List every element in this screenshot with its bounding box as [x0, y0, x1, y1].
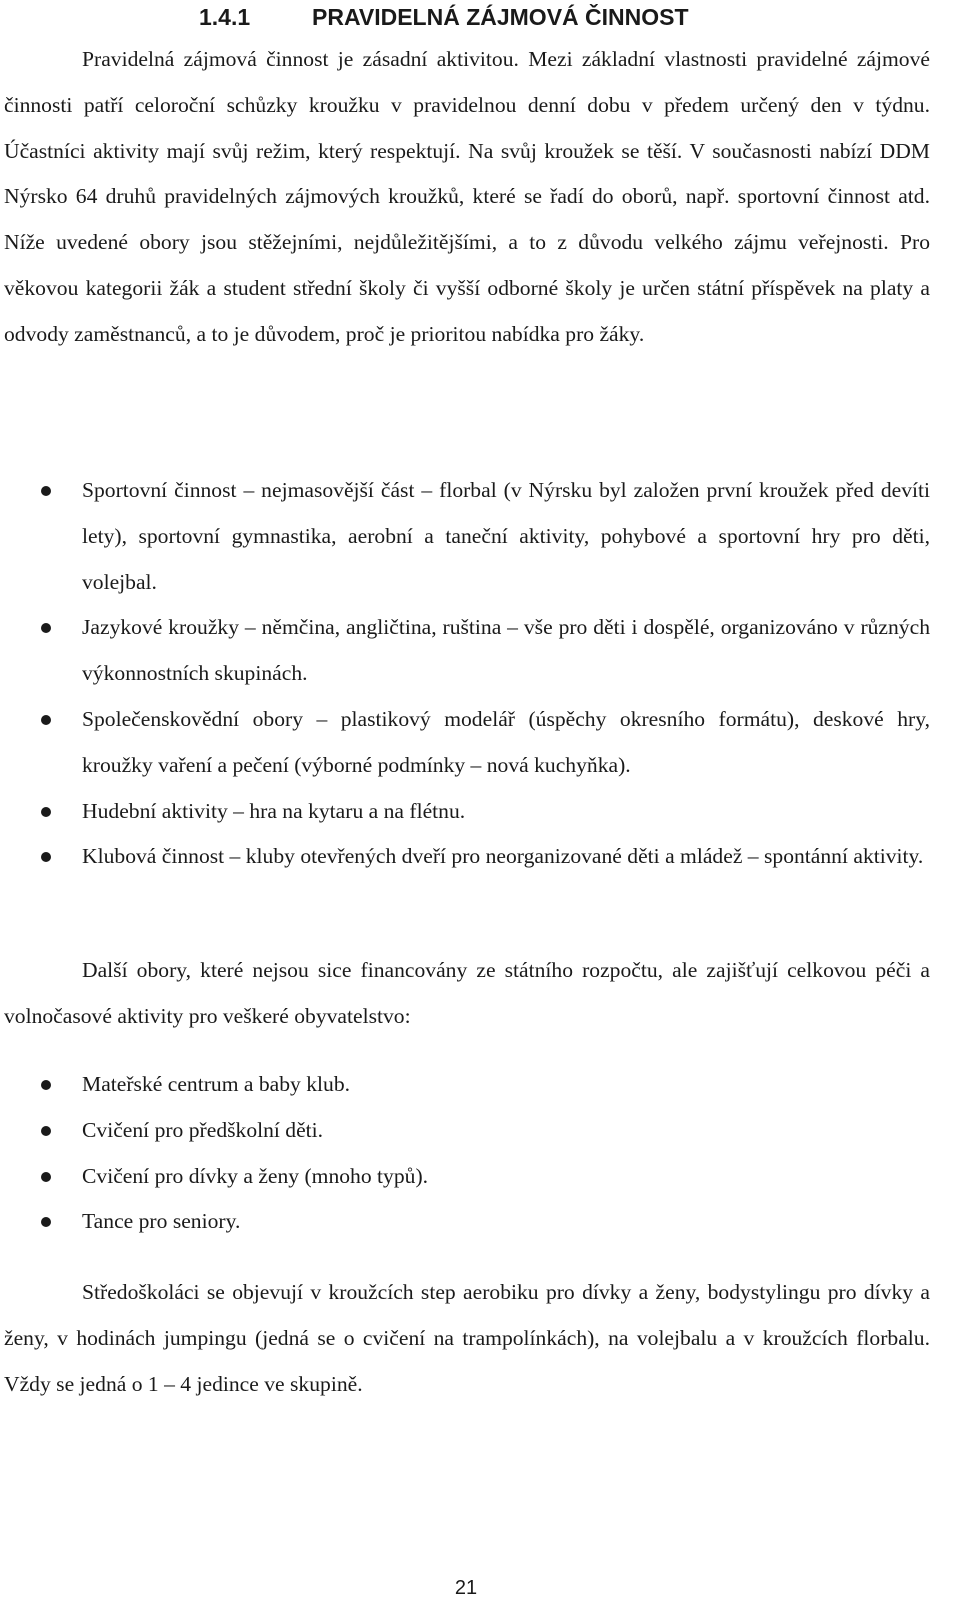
section-title: PRAVIDELNÁ ZÁJMOVÁ ČINNOST	[312, 4, 689, 30]
list-item	[0, 1062, 930, 1108]
list-item-text: Jazykové kroužky – němčina, angličtina, ruština – vše pro děti i dospělé, organizováno v různých výkonnostních skupinách.	[82, 615, 930, 686]
list-item	[0, 834, 930, 880]
bullet-icon	[41, 1126, 51, 1136]
bullet-icon	[41, 807, 51, 817]
list-item	[0, 1154, 930, 1200]
list-item	[0, 605, 930, 697]
list-item	[0, 789, 930, 835]
list-item-text: Hudební aktivity – hra na kytaru a na flétnu.	[82, 798, 466, 823]
section-heading	[199, 0, 689, 34]
paragraph-intro-text: Pravidelná zájmová činnost je zásadní aktivitou. Mezi základní vlastnosti pravidelné zájmové činnosti patří celoroční schůzky kroužku v pravidelnou denní dobu v předem určený den v týdnu. Účastníci aktivity mají svůj režim, který respektují. Na svůj kroužek se těší. V současnosti nabízí DDM Nýrsko 64 druhů pravidelných zájmových kroužků, které se řadí do oborů, např. sportovní činnost atd. Níže uvedené obory jsou stěžejními, nejdůležitějšími, a to z důvodu velkého zájmu veřejnosti. Pro věkovou kategorii žák a student střední školy či vyšší odborné školy je určen státní příspěvek na platy a odvody zaměstnanců, a to je důvodem, proč je prioritou nabídka pro žáky.	[4, 47, 930, 346]
paragraph-students-text: Středoškoláci se objevují v kroužcích step aerobiku pro dívky a ženy, bodystylingu pro dívky a ženy, v hodinách jumpingu (jedná se o cvičení na trampolínkách), na volejbalu a v kroužcích florbalu. Vždy se jedná o 1 – 4 jedince ve skupině.	[4, 1280, 930, 1396]
list-item	[0, 1108, 930, 1154]
list-item-text: Společenskovědní obory – plastikový modelář (úspěchy okresního formátu), deskové hry, kroužky vaření a pečení (výborné podmínky – nová kuchyňka).	[82, 706, 930, 777]
bullet-icon	[41, 852, 51, 862]
paragraph-other-fields-text: Další obory, které nejsou sice financovány ze státního rozpočtu, ale zajišťují celkovou péči a volnočasové aktivity pro veškeré obyvatelstvo:	[4, 958, 930, 1028]
paragraph-other-fields	[4, 948, 930, 1040]
other-fields-list	[0, 1062, 930, 1245]
list-item-text: Cvičení pro dívky a ženy (mnoho typů).	[82, 1163, 429, 1188]
section-number: 1.4.1	[199, 4, 251, 30]
bullet-icon	[41, 623, 51, 633]
list-item-text: Cvičení pro předškolní děti.	[82, 1117, 324, 1142]
list-item	[0, 697, 930, 789]
paragraph-students	[4, 1270, 930, 1407]
list-item-text: Sportovní činnost – nejmasovější část – florbal (v Nýrsku byl založen první kroužek před devíti lety), sportovní gymnastika, aerobní a taneční aktivity, pohybové a sportovní hry pro děti, volejbal.	[82, 478, 930, 594]
page-number: 21	[454, 1577, 478, 1599]
paragraph-intro	[4, 37, 930, 358]
bullet-icon	[41, 715, 51, 725]
list-item-text: Tance pro seniory.	[82, 1209, 241, 1234]
bullet-icon	[41, 1172, 51, 1182]
bullet-icon	[41, 486, 51, 496]
funded-fields-list	[0, 468, 930, 880]
list-item	[0, 468, 930, 605]
bullet-icon	[41, 1217, 51, 1227]
list-item	[0, 1199, 930, 1245]
list-item-text: Mateřské centrum a baby klub.	[82, 1072, 351, 1096]
list-item-text: Klubová činnost – kluby otevřených dveří pro neorganizované děti a mládež – spontánní aktivity.	[82, 844, 924, 869]
bullet-icon	[41, 1080, 51, 1090]
